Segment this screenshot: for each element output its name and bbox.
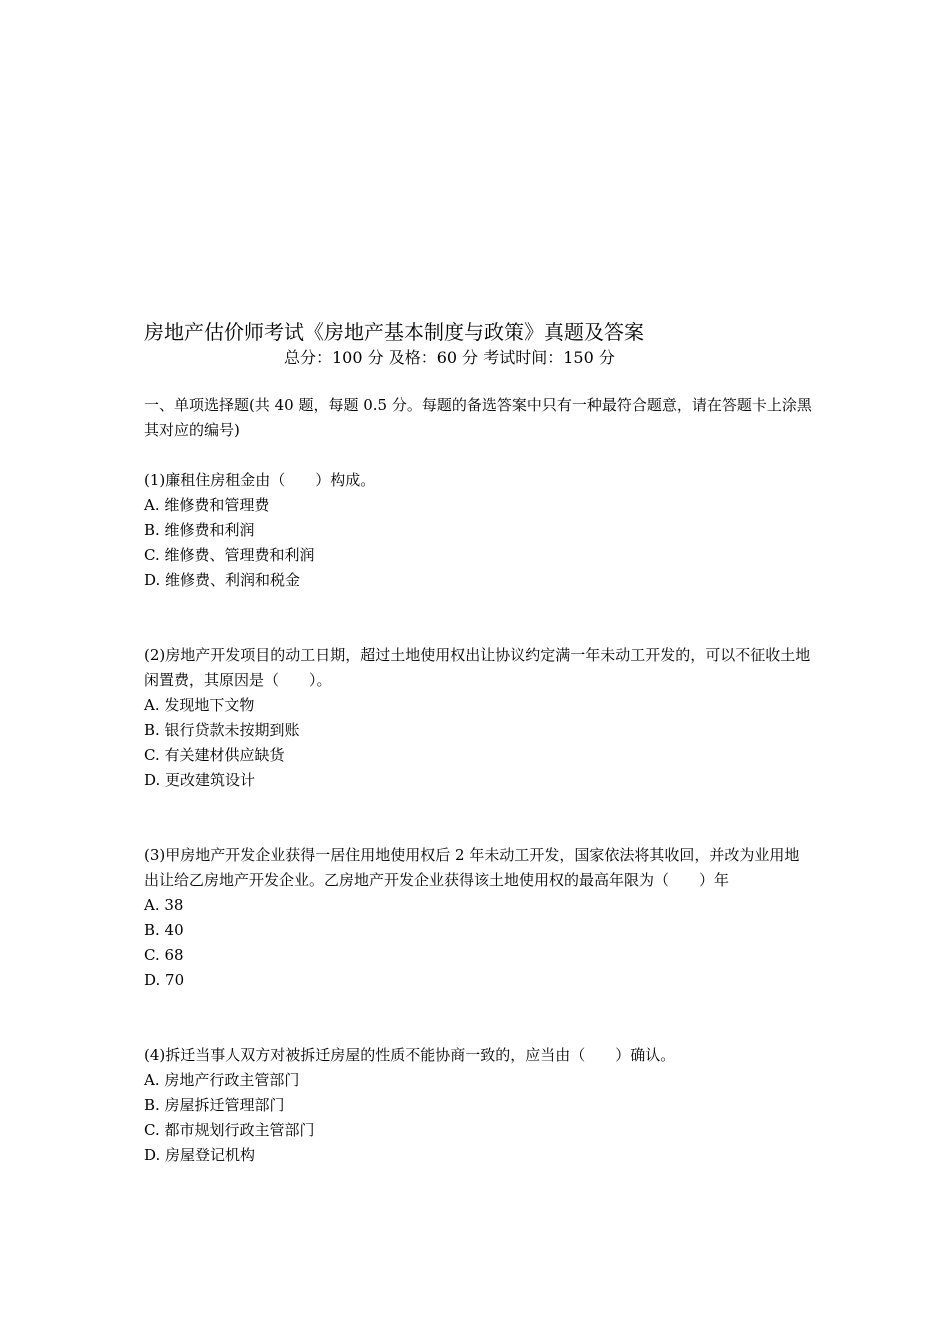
option-a: A. 维修费和管理费 bbox=[144, 496, 270, 514]
option-c: C. 维修费、管理费和利润 bbox=[144, 546, 315, 564]
option-c: C. 都市规划行政主管部门 bbox=[144, 1121, 315, 1139]
option-b: B. 房屋拆迁管理部门 bbox=[144, 1096, 285, 1114]
section-header: 一、单项选择题(共 40 题，每题 0.5 分。每题的备选答案中只有一种最符合题意，请在答题卡上涂黑其对应的编号) bbox=[144, 396, 812, 439]
option-d: D. 更改建筑设计 bbox=[144, 771, 256, 789]
question-2 bbox=[144, 643, 814, 793]
option-c: C. 68 bbox=[144, 946, 184, 964]
option-d: D. 房屋登记机构 bbox=[144, 1146, 256, 1164]
option-c: C. 有关建材供应缺货 bbox=[144, 746, 285, 764]
question-3 bbox=[144, 843, 814, 993]
option-a: A. 38 bbox=[144, 896, 184, 914]
option-b: B. 银行贷款未按期到账 bbox=[144, 721, 300, 739]
option-a: A. 发现地下文物 bbox=[144, 696, 255, 714]
question-4 bbox=[144, 1043, 814, 1168]
option-a: A. 房地产行政主管部门 bbox=[144, 1071, 300, 1089]
question-text: (1)廉租住房租金由（ ）构成。 bbox=[144, 471, 376, 489]
exam-info: 总分：100 分 及格：60 分 考试时间：150 分 bbox=[284, 348, 615, 367]
option-d: D. 70 bbox=[144, 971, 185, 989]
question-text: (4)拆迁当事人双方对被拆迁房屋的性质不能协商一致的，应当由（ ）确认。 bbox=[144, 1046, 676, 1064]
exam-document bbox=[144, 318, 814, 1168]
option-b: B. 维修费和利润 bbox=[144, 521, 255, 539]
option-b: B. 40 bbox=[144, 921, 184, 939]
question-text: (3)甲房地产开发企业获得一居住用地使用权后 2 年未动工开发，国家依法将其收回，并改为业用地出让给乙房地产开发企业。乙房地产开发企业获得该土地使用权的最高年限为（ ）年 bbox=[144, 846, 800, 889]
document-title: 房地产估价师考试《房地产基本制度与政策》真题及答案 bbox=[144, 320, 644, 344]
question-1 bbox=[144, 468, 814, 593]
question-text: (2)房地产开发项目的动工日期，超过土地使用权出让协议约定满一年未动工开发的，可以不征收土地闲置费，其原因是（ ）。 bbox=[144, 646, 811, 689]
option-d: D. 维修费、利润和税金 bbox=[144, 571, 301, 589]
